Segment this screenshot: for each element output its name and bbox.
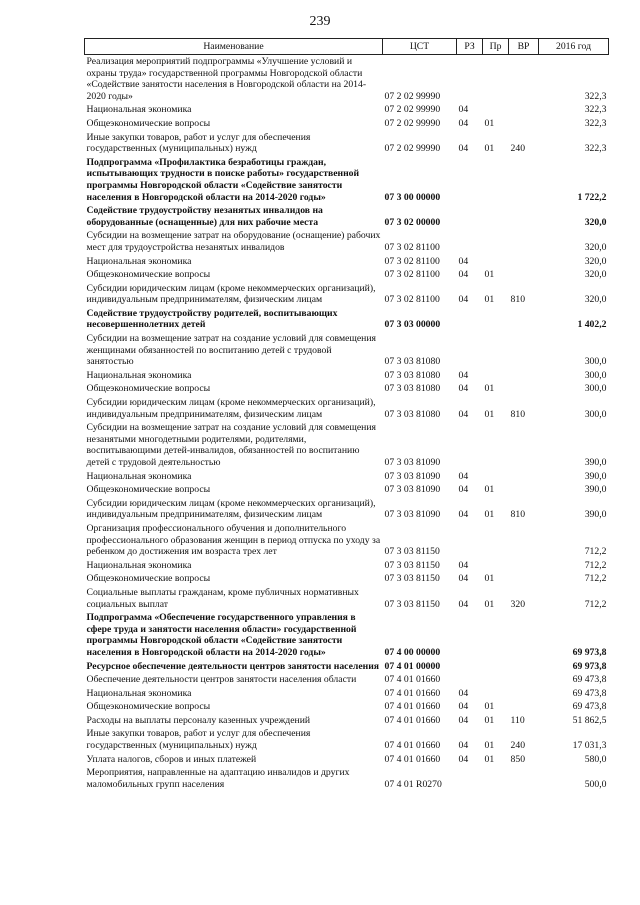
budget-table [84,38,609,791]
row-name: Социальные выплаты гражданам, кроме публичных нормативных социальных выплат [86,586,359,610]
row-expense-type-code [509,572,539,586]
row-name: Общеэкономические вопросы [86,269,211,281]
row-expense-type-code [509,117,539,131]
row-subsection-code [483,522,509,559]
row-section-code: 04 [458,369,469,381]
row-expense-type-code [509,103,539,117]
table-row [85,204,609,229]
row-section-code: 04 [458,687,469,699]
row-expense-type-code [509,332,539,369]
row-section-code: 04 [458,714,469,726]
row-csr-code: 07 2 02 99990 [384,143,441,155]
row-amount: 300,0 [584,369,607,381]
row-name: Национальная экономика [86,559,192,571]
table-row [85,572,609,586]
row-name: Субсидии юридическим лицам (кроме некоммерческих организаций), индивидуальным предпринимателям, физическим лицам [86,282,376,306]
row-csr-code: 07 3 03 81150 [384,598,440,610]
row-section-code [457,766,483,791]
row-section-code: 04 [458,484,469,496]
row-section-code: 04 [458,383,469,395]
row-expense-type-code [509,559,539,573]
row-expense-type-code [509,611,539,659]
row-name: Ресурсное обеспечение деятельности центров занятости населения [86,660,380,672]
row-section-code: 04 [458,573,469,585]
row-amount: 320,0 [584,241,607,253]
table-row [85,559,609,573]
row-name: Субсидии юридическим лицам (кроме некоммерческих организаций), индивидуальным предпринимателям, физическим лицам [86,497,376,521]
row-name: Национальная экономика [86,470,192,482]
row-section-code: 04 [458,753,469,765]
row-subsection-code: 01 [484,484,495,496]
row-csr-code: 07 3 03 81150 [384,573,440,585]
row-amount: 69 473,8 [572,687,607,699]
row-subsection-code: 01 [484,509,495,521]
row-name: Общеэкономические вопросы [86,701,211,713]
row-amount: 712,2 [584,573,607,585]
row-name: Содействие трудоустройству родителей, воспитывающих несовершеннолетних детей [86,307,338,331]
row-amount: 17 031,3 [572,740,607,752]
row-subsection-code: 01 [484,408,495,420]
row-amount: 69 473,8 [572,674,607,686]
table-header-row [85,39,609,55]
row-name: Общеэкономические вопросы [86,383,211,395]
row-section-code: 04 [458,104,469,116]
row-expense-type-code [509,369,539,383]
row-amount: 320,0 [584,255,607,267]
column-header-csr: ЦСТ [383,39,457,55]
table-row [85,117,609,131]
row-subsection-code: 01 [484,714,495,726]
row-subsection-code [483,103,509,117]
row-subsection-code [483,421,509,469]
row-section-code [457,55,483,104]
row-name: Организация профессионального обучения и дополнительного профессионального образования женщин в период отпуска по уходу за ребенком до достижения им возраста трех лет [86,522,381,558]
row-subsection-code: 01 [484,117,495,129]
row-amount: 712,2 [584,598,607,610]
row-section-code: 04 [458,408,469,420]
table-row [85,483,609,497]
row-csr-code: 07 3 03 81080 [384,369,441,381]
row-name: Мероприятия, направленные на адаптацию инвалидов и других маломобильных групп населения [86,767,350,790]
row-expense-type-code: 810 [510,509,526,521]
row-section-code: 04 [458,143,469,155]
row-name: Подпрограмма «Обеспечение государственного управления в сфере труда и занятости населения области» государственной программы Новгородской области «Содействие занятости населения в Новгородской области на 2014-2020 годы» [86,612,357,658]
row-section-code: 04 [458,509,469,521]
row-amount: 1 722,2 [577,191,607,203]
row-expense-type-code [509,382,539,396]
row-expense-type-code: 110 [510,714,525,726]
row-expense-type-code [509,483,539,497]
row-amount: 500,0 [584,778,607,790]
row-amount: 69 973,8 [572,646,607,658]
row-subsection-code: 01 [484,294,495,306]
table-row [85,421,609,469]
column-header-vr: ВР [509,39,539,55]
row-amount: 390,0 [584,470,607,482]
table-row [85,332,609,369]
row-subsection-code [483,766,509,791]
row-expense-type-code: 810 [510,408,526,420]
table-row [85,55,609,104]
row-csr-code: 07 4 01 01660 [384,701,441,713]
row-csr-code: 07 4 01 01660 [384,740,441,752]
row-name: Реализация мероприятий подпрограммы «Улучшение условий и охраны труда» государственной программы Новгородской области «Содействие занятости населения в Новгородской области на 2014-2020 годы» [86,56,367,102]
row-amount: 322,3 [584,143,607,155]
row-name: Национальная экономика [86,687,192,699]
row-section-code: 04 [458,269,469,281]
table-row [85,382,609,396]
table-row [85,660,609,674]
table-row [85,522,609,559]
row-section-code [457,332,483,369]
table-row [85,282,609,307]
row-expense-type-code: 810 [510,294,526,306]
row-csr-code: 07 4 01 01660 [384,753,441,765]
table-row [85,714,609,728]
row-expense-type-code: 240 [510,740,526,752]
row-csr-code: 07 3 03 81080 [384,408,441,420]
table-row [85,470,609,484]
row-csr-code: 07 4 01 R0270 [384,778,442,790]
row-csr-code: 07 3 03 81150 [384,546,440,558]
row-name: Общеэкономические вопросы [86,117,211,129]
row-name: Иные закупки товаров, работ и услуг для обеспечения государственных (муниципальных) нужд [86,131,311,155]
row-name: Национальная экономика [86,369,192,381]
table-row [85,131,609,156]
row-expense-type-code [509,156,539,204]
row-name: Содействие трудоустройству незанятых инвалидов на оборудованные (оснащенные) для них рабочие места [86,205,323,228]
row-subsection-code [483,55,509,104]
row-csr-code: 07 3 03 81150 [384,559,440,571]
row-amount: 320,0 [584,269,607,281]
table-row [85,497,609,522]
column-header-name: Наименование [85,39,383,55]
table-row [85,687,609,701]
row-name: Общеэкономические вопросы [86,573,211,585]
table-row [85,307,609,332]
row-subsection-code: 01 [484,383,495,395]
row-csr-code: 07 3 02 00000 [384,216,441,228]
row-csr-code: 07 4 00 00000 [384,646,441,658]
row-expense-type-code [509,660,539,674]
row-csr-code: 07 3 03 81080 [384,383,441,395]
row-name: Субсидии юридическим лицам (кроме некоммерческих организаций), индивидуальным предпринимателям, физическим лицам [86,397,376,420]
column-header-pr: Пр [483,39,509,55]
row-csr-code: 07 4 01 01660 [384,714,441,726]
row-expense-type-code [509,470,539,484]
row-section-code [457,421,483,469]
column-header-rz: РЗ [457,39,483,55]
row-csr-code: 07 3 03 81090 [384,470,441,482]
table-body [85,55,609,792]
table-row [85,766,609,791]
row-subsection-code [483,229,509,254]
row-subsection-code [483,255,509,269]
row-subsection-code [483,204,509,229]
row-csr-code: 07 4 01 01660 [384,687,441,699]
row-csr-code: 07 4 01 00000 [384,660,441,672]
row-csr-code: 07 3 00 00000 [384,191,441,203]
row-subsection-code [483,307,509,332]
row-section-code [457,156,483,204]
row-expense-type-code [509,55,539,104]
table-row [85,229,609,254]
row-subsection-code: 01 [484,269,495,281]
row-section-code [457,229,483,254]
row-name: Субсидии на возмещение затрат на создание условий для совмещения женщинами обязанностей по воспитанию детей с трудовой занятостью [86,333,376,368]
row-subsection-code: 01 [484,143,495,155]
row-subsection-code [483,687,509,701]
row-section-code: 04 [458,701,469,713]
row-name: Национальная экономика [86,255,192,267]
row-amount: 322,3 [584,90,607,102]
row-amount: 390,0 [584,484,607,496]
row-subsection-code: 01 [484,753,495,765]
row-csr-code: 07 3 03 81080 [384,356,441,368]
row-name: Национальная экономика [86,104,192,116]
row-csr-code: 07 3 03 81090 [384,509,441,521]
row-name: Субсидии на возмещение затрат на оборудование (оснащение) рабочих мест для трудоустройства незанятых инвалидов [86,230,381,253]
row-csr-code: 07 2 02 99990 [384,90,441,102]
row-csr-code: 07 4 01 01660 [384,674,441,686]
table-row [85,156,609,204]
row-name: Иные закупки товаров, работ и услуг для обеспечения государственных (муниципальных) нужд [86,728,311,752]
row-section-code: 04 [458,598,469,610]
row-csr-code: 07 3 03 00000 [384,319,441,331]
row-section-code: 04 [458,255,469,267]
row-expense-type-code [509,700,539,714]
row-amount: 69 473,8 [572,701,607,713]
row-expense-type-code [509,687,539,701]
row-name: Подпрограмма «Профилактика безработицы граждан, испытывающих трудности в поиске работы» государственной программы Новгородской области «Содействие занятости населения в Новгородской области на 2014-2020 годы» [86,156,360,203]
row-csr-code: 07 3 03 81090 [384,457,441,468]
table-row [85,369,609,383]
row-subsection-code [483,470,509,484]
row-amount: 322,3 [584,117,607,129]
row-csr-code: 07 2 02 99990 [384,117,441,129]
table-row [85,103,609,117]
row-subsection-code: 01 [484,598,495,610]
row-csr-code: 07 3 02 81100 [384,294,440,306]
row-expense-type-code [509,268,539,282]
row-expense-type-code [509,229,539,254]
table-row [85,673,609,687]
row-name: Общеэкономические вопросы [86,484,211,496]
row-amount: 1 402,2 [577,319,607,331]
table-row [85,700,609,714]
row-expense-type-code [509,421,539,469]
row-expense-type-code: 850 [510,753,526,765]
row-amount: 390,0 [584,509,607,521]
row-subsection-code: 01 [484,701,495,713]
table-row [85,753,609,767]
row-subsection-code [483,156,509,204]
row-amount: 322,3 [584,104,607,116]
row-amount: 300,0 [584,408,607,420]
row-subsection-code [483,673,509,687]
table-row [85,727,609,752]
row-section-code [457,660,483,674]
row-name: Субсидии на возмещение затрат на создание условий для совмещения незанятыми многодетными родителями, родителями, воспитывающими детей-инвалидов, обязанностей по воспитанию детей с трудовой деятельностью [86,422,376,468]
row-csr-code: 07 3 02 81100 [384,241,440,253]
row-amount: 51 862,5 [572,714,607,726]
row-expense-type-code [509,307,539,332]
row-section-code: 04 [458,740,469,752]
page-number: 239 [309,14,331,29]
row-csr-code: 07 2 02 99990 [384,104,441,116]
row-amount: 300,0 [584,356,607,368]
row-expense-type-code: 240 [510,143,526,155]
row-csr-code: 07 3 03 81090 [384,484,441,496]
row-subsection-code [483,332,509,369]
table-row [85,255,609,269]
table-row [85,611,609,659]
row-section-code: 04 [458,117,469,129]
row-expense-type-code [509,255,539,269]
row-section-code [457,307,483,332]
row-amount: 320,0 [584,216,607,228]
row-amount: 712,2 [584,559,607,571]
row-section-code: 04 [458,470,469,482]
row-subsection-code [483,369,509,383]
row-subsection-code: 01 [484,573,495,585]
row-csr-code: 07 3 02 81100 [384,269,440,281]
row-section-code [457,611,483,659]
row-expense-type-code [509,522,539,559]
row-amount: 320,0 [584,294,607,306]
table-row [85,586,609,611]
row-amount: 69 973,8 [572,660,607,672]
row-csr-code: 07 3 02 81100 [384,255,440,267]
row-subsection-code [483,660,509,674]
row-section-code [457,522,483,559]
column-header-year: 2016 год [539,39,609,55]
row-expense-type-code: 320 [510,598,526,610]
row-section-code: 04 [458,294,469,306]
row-name: Расходы на выплаты персоналу казенных учреждений [86,714,311,726]
row-subsection-code [483,559,509,573]
row-name: Уплата налогов, сборов и иных платежей [86,753,257,765]
row-section-code [457,673,483,687]
row-expense-type-code [509,673,539,687]
row-subsection-code: 01 [484,740,495,752]
row-amount: 300,0 [584,383,607,395]
row-amount: 390,0 [584,457,607,468]
table-row [85,268,609,282]
table-row [85,396,609,421]
row-subsection-code [483,611,509,659]
row-name: Обеспечение деятельности центров занятости населения области [86,674,357,686]
row-amount: 712,2 [584,546,607,558]
row-expense-type-code [509,204,539,229]
row-expense-type-code [509,766,539,791]
row-section-code [457,204,483,229]
row-section-code: 04 [458,559,469,571]
row-amount: 580,0 [584,753,607,765]
